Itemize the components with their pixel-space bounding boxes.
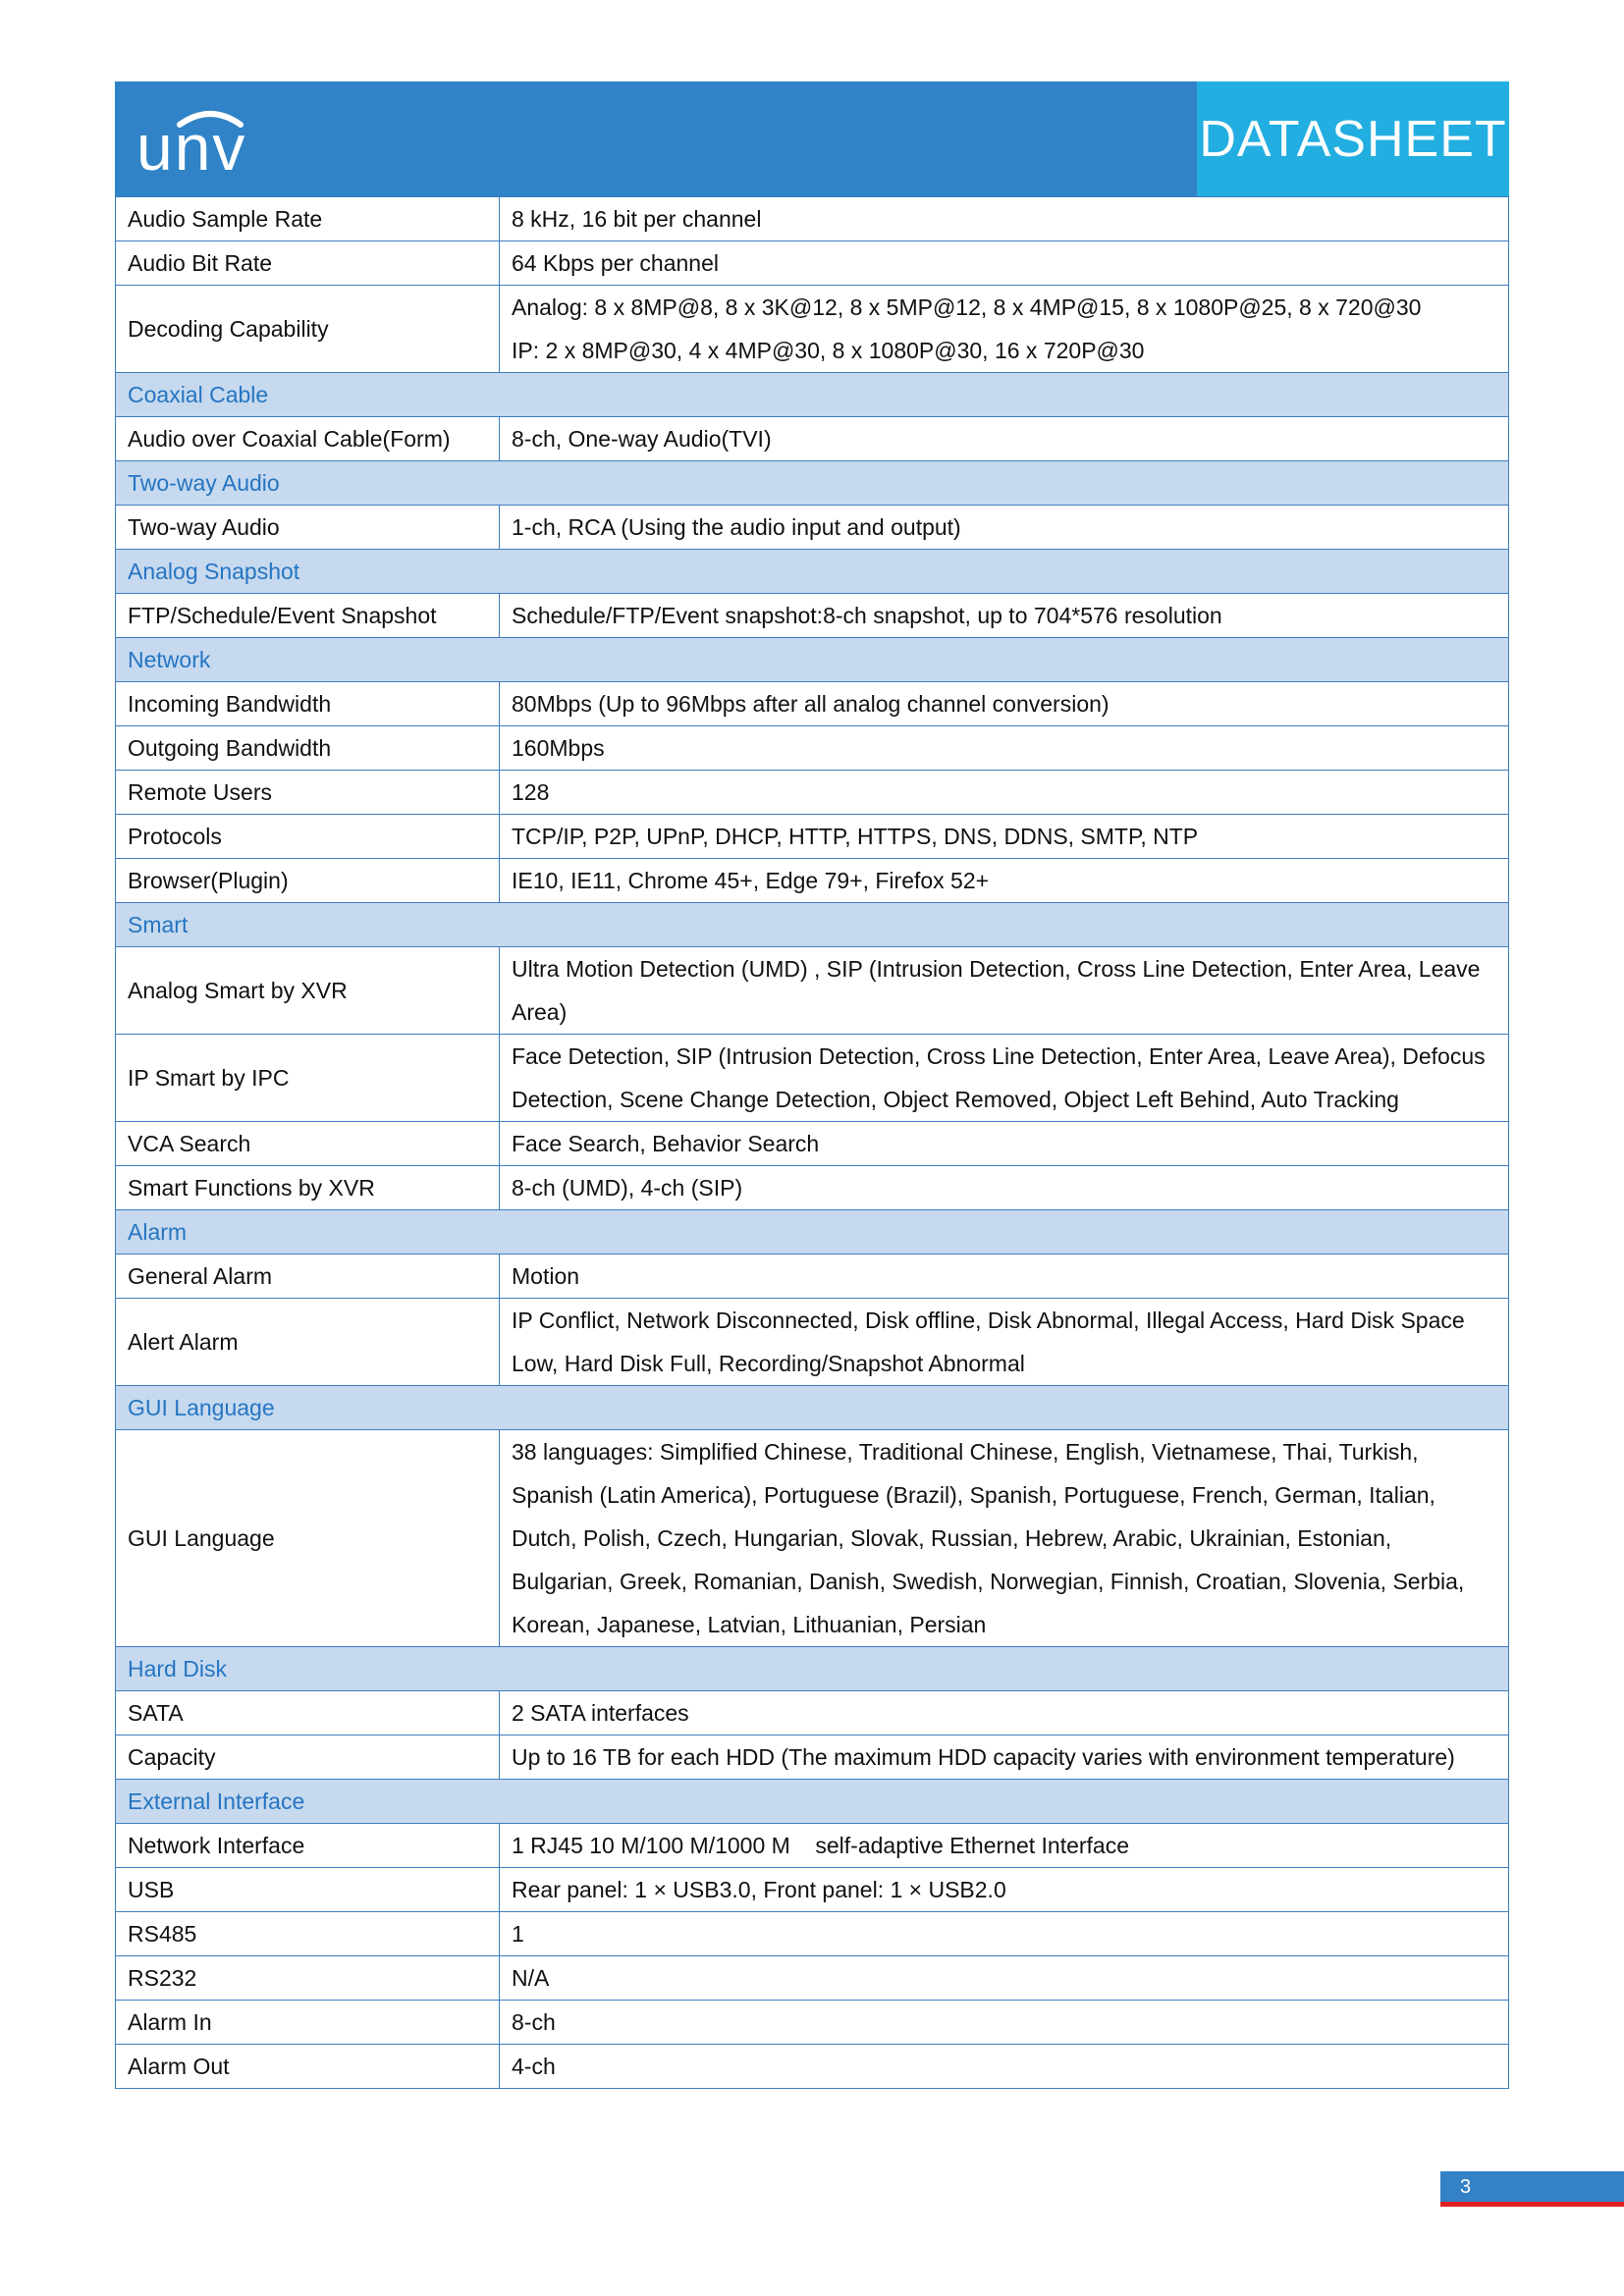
spec-value-line: 4-ch [512,2054,556,2079]
spec-row [116,286,1509,373]
spec-row [116,2001,1509,2045]
spec-label: Alarm In [116,2001,500,2045]
spec-value-line: 38 languages: Simplified Chinese, Traditional Chinese, English, Vietnamese, Thai, Turkish, [512,1439,1419,1465]
spec-label: Audio over Coaxial Cable(Form) [116,417,500,461]
spec-value-line: Ultra Motion Detection (UMD) , SIP (Intrusion Detection, Cross Line Detection, Enter Area, Leave [512,956,1481,982]
spec-value [500,1122,1509,1166]
section-title: Smart [116,903,1509,947]
spec-row [116,1035,1509,1122]
spec-value-line: Low, Hard Disk Full, Recording/Snapshot Abnormal [512,1351,1025,1376]
spec-value [500,506,1509,550]
spec-value [500,1691,1509,1735]
section-header [116,903,1509,947]
spec-value-line: Motion [512,1263,580,1289]
spec-value [500,2001,1509,2045]
spec-label: Remote Users [116,771,500,815]
spec-value [500,1255,1509,1299]
unv-logo [136,99,284,178]
section-title: Analog Snapshot [116,550,1509,594]
spec-value [500,1956,1509,2001]
spec-value [500,771,1509,815]
section-title: GUI Language [116,1386,1509,1430]
spec-row [116,1912,1509,1956]
spec-value [500,197,1509,241]
spec-row [116,1735,1509,1780]
section-header [116,1386,1509,1430]
spec-label: Protocols [116,815,500,859]
spec-row [116,1824,1509,1868]
spec-label: General Alarm [116,1255,500,1299]
spec-row [116,947,1509,1035]
spec-value [500,947,1509,1035]
spec-value-line: Face Detection, SIP (Intrusion Detection, Cross Line Detection, Enter Area, Leave Area), Defocus [512,1043,1486,1069]
spec-value-line: 1 [512,1921,524,1947]
spec-value [500,1166,1509,1210]
spec-value-line: Schedule/FTP/Event snapshot:8-ch snapshot, up to 704*576 resolution [512,603,1222,628]
spec-row [116,241,1509,286]
spec-label: RS232 [116,1956,500,2001]
spec-value-line: Spanish (Latin America), Portuguese (Brazil), Spanish, Portuguese, French, German, Italian, [512,1482,1435,1508]
spec-row [116,197,1509,241]
spec-label: Two-way Audio [116,506,500,550]
page-number: 3 [1460,2176,1472,2198]
spec-value [500,1912,1509,1956]
page-header [115,81,1509,196]
spec-value-line: IP Conflict, Network Disconnected, Disk offline, Disk Abnormal, Illegal Access, Hard Disk Space [512,1308,1465,1333]
section-header [116,1210,1509,1255]
section-header [116,1780,1509,1824]
spec-row [116,1255,1509,1299]
spec-value-line: 128 [512,779,550,805]
spec-label: Incoming Bandwidth [116,682,500,726]
datasheet-title: DATASHEET [1197,81,1509,196]
section-title: Hard Disk [116,1647,1509,1691]
spec-value-line: Up to 16 TB for each HDD (The maximum HDD capacity varies with environment temperature) [512,1744,1455,1770]
spec-value [500,286,1509,373]
spec-label: FTP/Schedule/Event Snapshot [116,594,500,638]
footer-accent-line [1440,2202,1624,2207]
spec-value-line: 8-ch [512,2009,556,2035]
spec-row [116,1956,1509,2001]
logo-text: unv [136,111,247,178]
spec-value-line: Detection, Scene Change Detection, Object Removed, Object Left Behind, Auto Tracking [512,1087,1399,1112]
spec-label: RS485 [116,1912,500,1956]
spec-value-line: N/A [512,1965,550,1991]
spec-row [116,771,1509,815]
spec-label: GUI Language [116,1430,500,1647]
spec-row [116,594,1509,638]
spec-value [500,594,1509,638]
spec-value-line: IE10, IE11, Chrome 45+, Edge 79+, Firefox 52+ [512,868,990,893]
spec-label: Audio Bit Rate [116,241,500,286]
spec-value-line: 80Mbps (Up to 96Mbps after all analog channel conversion) [512,691,1110,717]
spec-row [116,682,1509,726]
spec-label: Outgoing Bandwidth [116,726,500,771]
spec-label: Alarm Out [116,2045,500,2089]
spec-value-line: 1 RJ45 10 M/100 M/1000 M self-adaptive Ethernet Interface [512,1833,1130,1858]
spec-value-line: Analog: 8 x 8MP@8, 8 x 3K@12, 8 x 5MP@12, 8 x 4MP@15, 8 x 1080P@25, 8 x 720@30 [512,294,1422,320]
spec-row [116,1691,1509,1735]
section-header [116,638,1509,682]
spec-value-line: 1-ch, RCA (Using the audio input and output) [512,514,961,540]
section-title: Two-way Audio [116,461,1509,506]
section-title: Alarm [116,1210,1509,1255]
spec-value-line: 8-ch (UMD), 4-ch (SIP) [512,1175,743,1201]
spec-value-line: 64 Kbps per channel [512,250,719,276]
spec-value [500,1299,1509,1386]
spec-label: Analog Smart by XVR [116,947,500,1035]
spec-label: USB [116,1868,500,1912]
section-header [116,550,1509,594]
spec-value [500,2045,1509,2089]
section-header [116,461,1509,506]
spec-value [500,1735,1509,1780]
spec-row [116,1166,1509,1210]
spec-label: IP Smart by IPC [116,1035,500,1122]
spec-label: Browser(Plugin) [116,859,500,903]
spec-row [116,417,1509,461]
spec-label: Network Interface [116,1824,500,1868]
section-title: Coaxial Cable [116,373,1509,417]
spec-row [116,726,1509,771]
spec-row [116,2045,1509,2089]
page-footer [1440,2171,1624,2207]
spec-label: Audio Sample Rate [116,197,500,241]
spec-label: VCA Search [116,1122,500,1166]
spec-value-line: 160Mbps [512,735,605,761]
spec-label: Smart Functions by XVR [116,1166,500,1210]
spec-value-line: 8-ch, One-way Audio(TVI) [512,426,772,452]
spec-value [500,417,1509,461]
spec-value-line: Rear panel: 1 × USB3.0, Front panel: 1 × USB2.0 [512,1877,1006,1902]
spec-value-line: TCP/IP, P2P, UPnP, DHCP, HTTP, HTTPS, DNS, DDNS, SMTP, NTP [512,824,1199,849]
spec-value [500,1035,1509,1122]
spec-value-line: Bulgarian, Greek, Romanian, Danish, Swedish, Norwegian, Finnish, Croatian, Slovenia, Serbia, [512,1569,1465,1594]
spec-value-line: Dutch, Polish, Czech, Hungarian, Slovak, Russian, Hebrew, Arabic, Ukrainian, Estonian, [512,1525,1392,1551]
spec-label: SATA [116,1691,500,1735]
spec-row [116,1299,1509,1386]
spec-table [115,196,1509,2089]
section-title: Network [116,638,1509,682]
spec-value-line: IP: 2 x 8MP@30, 4 x 4MP@30, 8 x 1080P@30, 16 x 720P@30 [512,338,1145,363]
spec-value [500,1868,1509,1912]
section-header [116,373,1509,417]
spec-value-line: 8 kHz, 16 bit per channel [512,206,762,232]
spec-value [500,815,1509,859]
section-header [116,1647,1509,1691]
spec-value-line: Korean, Japanese, Latvian, Lithuanian, Persian [512,1612,987,1637]
section-title: External Interface [116,1780,1509,1824]
spec-value-line: Face Search, Behavior Search [512,1131,820,1156]
spec-row [116,815,1509,859]
spec-label: Alert Alarm [116,1299,500,1386]
spec-label: Capacity [116,1735,500,1780]
spec-value [500,726,1509,771]
spec-row [116,859,1509,903]
spec-value [500,1824,1509,1868]
spec-value [500,1430,1509,1647]
spec-value [500,241,1509,286]
spec-value-line: Area) [512,999,568,1025]
spec-label: Decoding Capability [116,286,500,373]
spec-row [116,1868,1509,1912]
spec-row [116,1122,1509,1166]
spec-value-line: 2 SATA interfaces [512,1700,689,1726]
spec-row [116,506,1509,550]
spec-value [500,682,1509,726]
spec-row [116,1430,1509,1647]
spec-value [500,859,1509,903]
